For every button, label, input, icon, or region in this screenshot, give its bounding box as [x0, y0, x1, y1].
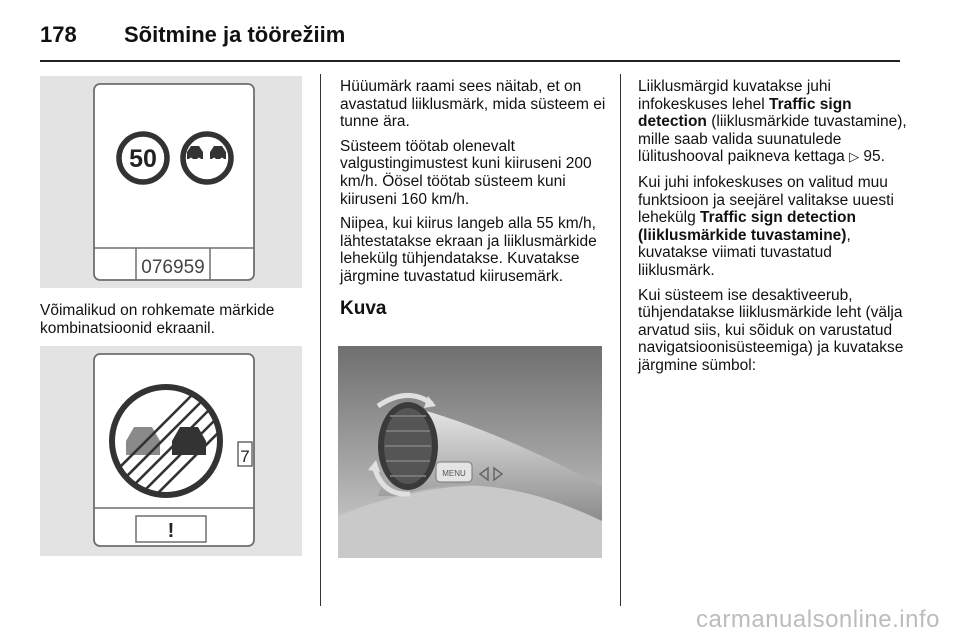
paragraph-speed-conditions: Süsteem töötab olenevalt valgustingimustest kuni kiiruseni 200 km/h. Öösel töötab süsteem kuni kiiruseni 160 km/h.: [340, 137, 592, 208]
exclamation-mark: !: [167, 520, 175, 542]
watermark: carmanualsonline.info: [696, 606, 940, 633]
column-divider-1: [320, 74, 321, 606]
menu-name-traffic-sign-detection-2: Traffic sign detection (liiklusmärkide tuvastamine): [638, 209, 856, 244]
menu-name-traffic-sign-detection: Traffic sign detection: [638, 95, 852, 131]
figure-unrecognized-sign-display: [40, 346, 302, 556]
paragraph-reselect-page: Kui juhi infokeskuses on valitud muu funktsioon ja seejärel valitakse uuesti lehekülg Traffic sign detection (liiklusmärkide tuvastamine), kuvatakse viimati tuvastatud liiklusmärk.: [638, 173, 894, 279]
turn-signal-stalk-photo: [338, 346, 602, 558]
speed-limit-sign-icon: [119, 134, 167, 182]
page-number: 178: [40, 22, 77, 47]
paragraph-reset-display: Niipea, kui kiirus langeb alla 55 km/h, lähtestatakse ekraan ja liiklusmärkide lehekülg tühjendatakse. Kuvatakse järgmine tuvastatud kiirusemärk.: [340, 215, 597, 285]
middle-column: [340, 78, 606, 331]
section-heading-kuva: Kuva: [340, 297, 387, 319]
paragraph-exclamation-meaning: Hüüumärk raami sees näitab, et on avastatud liiklusmärk, mida süsteem ei tunne ära.: [340, 78, 606, 131]
unrecognized-sign-illustration: [40, 346, 302, 556]
column-divider-2: [620, 74, 621, 606]
figure-traffic-sign-display: [40, 76, 302, 288]
supplementary-sign-value: 7: [240, 447, 250, 466]
page-reference-icon: ▷: [849, 150, 860, 166]
left-caption-block: [40, 302, 312, 344]
speed-limit-value: 50: [129, 145, 157, 173]
menu-button-label: MENU: [442, 469, 466, 478]
page-reference: 95.: [859, 148, 885, 166]
paragraph-traffic-sign-page: Liiklusmärgid kuvatakse juhi infokeskuses lehel Traffic sign detection (liiklusmärkide tuvastamine), mille saab valida suunatulede lülitushooval paikneva kettaga ▷ 95.: [638, 78, 907, 166]
chapter-title: Sõitmine ja töörežiim: [124, 22, 346, 47]
left-caption: Võimalikud on rohkemate märkide kombinatsioonid ekraanil.: [40, 302, 275, 337]
traffic-sign-display-illustration: [40, 76, 302, 288]
right-column: [638, 78, 910, 382]
paragraph-deactivation: Kui süsteem ise desaktiveerub, tühjendatakse liiklusmärkide leht (välja arvatud siis, kui sõiduk on varustatud navigatsioonisüsteemiga) ja kuvatakse järgmine sümbol:: [638, 286, 904, 374]
figure-turn-signal-stalk: [338, 346, 602, 558]
no-overtaking-sign-icon: [183, 134, 231, 182]
page-header: [40, 16, 920, 58]
display-code: 076959: [141, 257, 205, 278]
adjuster-wheel-icon: [378, 402, 438, 490]
header-divider: [40, 60, 900, 62]
